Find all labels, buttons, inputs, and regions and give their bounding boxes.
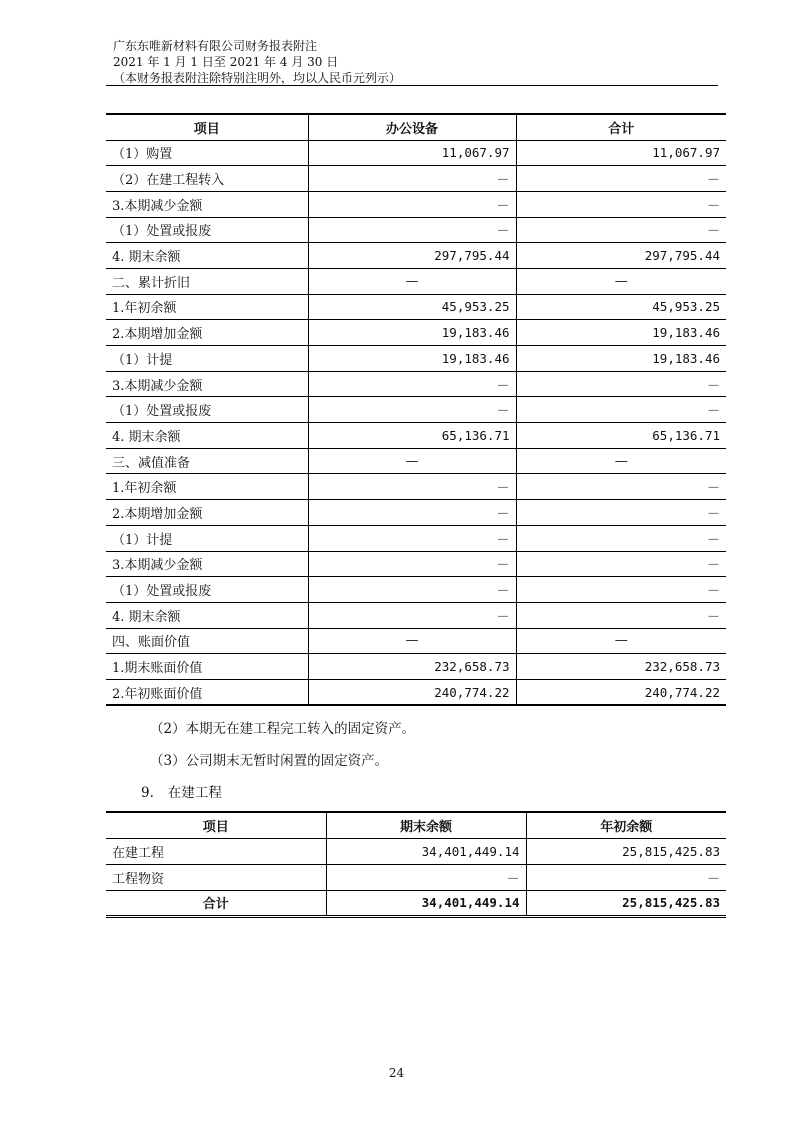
row-office-equipment: － xyxy=(308,525,516,551)
fixed-assets-table-body xyxy=(106,140,726,705)
table-row xyxy=(106,654,726,680)
header-company: 广东东唯新材料有限公司财务报表附注 xyxy=(113,39,318,53)
column-header-item: 项目 xyxy=(106,114,308,140)
table-row xyxy=(106,166,726,192)
header-note: （本财务报表附注除特别注明外，均以人民币元列示） xyxy=(113,71,402,85)
table-row xyxy=(106,474,726,500)
row-item: （2）在建工程转入 xyxy=(106,166,308,192)
row-office-equipment: — xyxy=(308,628,516,654)
row-total: － xyxy=(516,397,726,423)
total-begin-balance: 25,815,425.83 xyxy=(526,890,726,916)
column-header-begin-balance: 年初余额 xyxy=(526,812,726,838)
table-row xyxy=(106,628,726,654)
table-row xyxy=(106,448,726,474)
row-total: － xyxy=(516,474,726,500)
row-item: 2.本期增加金额 xyxy=(106,320,308,346)
table-row xyxy=(106,500,726,526)
row-item: 4. 期末余额 xyxy=(106,423,308,449)
row-office-equipment: － xyxy=(308,577,516,603)
section-title: 在建工程 xyxy=(167,785,222,801)
row-item: 1.年初余额 xyxy=(106,294,308,320)
row-item: （1）购置 xyxy=(106,140,308,166)
row-office-equipment: 297,795.44 xyxy=(308,243,516,269)
row-office-equipment: 240,774.22 xyxy=(308,679,516,705)
row-total: － xyxy=(516,577,726,603)
row-item: 4. 期末余额 xyxy=(106,243,308,269)
row-total: 297,795.44 xyxy=(516,243,726,269)
row-total: — xyxy=(516,628,726,654)
row-item: 工程物资 xyxy=(106,864,326,890)
row-total: － xyxy=(516,525,726,551)
row-begin-balance: 25,815,425.83 xyxy=(526,838,726,864)
column-header-office-equipment: 办公设备 xyxy=(308,114,516,140)
total-label: 合计 xyxy=(106,890,326,916)
table-header-row xyxy=(106,114,726,140)
table-row xyxy=(106,140,726,166)
table-row xyxy=(106,268,726,294)
row-item: （1）计提 xyxy=(106,525,308,551)
column-header-total: 合计 xyxy=(516,114,726,140)
row-total: － xyxy=(516,166,726,192)
row-office-equipment: － xyxy=(308,551,516,577)
row-total: － xyxy=(516,602,726,628)
total-end-balance: 34,401,449.14 xyxy=(326,890,526,916)
row-office-equipment: 232,658.73 xyxy=(308,654,516,680)
row-end-balance: 34,401,449.14 xyxy=(326,838,526,864)
row-item: 2.本期增加金额 xyxy=(106,500,308,526)
row-item: （1）处置或报废 xyxy=(106,217,308,243)
row-office-equipment: 19,183.46 xyxy=(308,346,516,372)
row-total: － xyxy=(516,191,726,217)
row-office-equipment: － xyxy=(308,371,516,397)
row-office-equipment: － xyxy=(308,602,516,628)
row-total: 19,183.46 xyxy=(516,320,726,346)
table-row xyxy=(106,346,726,372)
row-item: 在建工程 xyxy=(106,838,326,864)
row-item: 二、累计折旧 xyxy=(106,268,308,294)
row-item: 1.年初余额 xyxy=(106,474,308,500)
table-row xyxy=(106,423,726,449)
page-header xyxy=(113,38,718,86)
total-row xyxy=(106,890,726,916)
column-header-item: 项目 xyxy=(106,812,326,838)
note-item: （2）本期无在建工程完工转入的固定资产。 xyxy=(150,721,416,737)
row-item: （1）处置或报废 xyxy=(106,397,308,423)
row-total: － xyxy=(516,371,726,397)
row-total: － xyxy=(516,217,726,243)
table-row xyxy=(106,525,726,551)
row-office-equipment: 11,067.97 xyxy=(308,140,516,166)
page-number: 24 xyxy=(388,1066,405,1080)
row-total: 65,136.71 xyxy=(516,423,726,449)
fixed-assets-table xyxy=(106,113,726,706)
row-total: 232,658.73 xyxy=(516,654,726,680)
row-office-equipment: 65,136.71 xyxy=(308,423,516,449)
row-item: 2.年初账面价值 xyxy=(106,679,308,705)
table-row xyxy=(106,577,726,603)
construction-in-progress-table xyxy=(106,811,726,918)
row-item: 3.本期减少金额 xyxy=(106,371,308,397)
section-number: 9. xyxy=(141,785,154,801)
row-total: 240,774.22 xyxy=(516,679,726,705)
row-office-equipment: 19,183.46 xyxy=(308,320,516,346)
row-item: 1.期末账面价值 xyxy=(106,654,308,680)
row-item: 3.本期减少金额 xyxy=(106,551,308,577)
table-row xyxy=(106,217,726,243)
row-office-equipment: － xyxy=(308,397,516,423)
note-item: （3）公司期末无暂时闲置的固定资产。 xyxy=(150,753,389,769)
row-item: 3.本期减少金额 xyxy=(106,191,308,217)
row-office-equipment: － xyxy=(308,500,516,526)
row-office-equipment: 45,953.25 xyxy=(308,294,516,320)
table-row xyxy=(106,371,726,397)
row-end-balance: － xyxy=(326,864,526,890)
table-row xyxy=(106,243,726,269)
row-office-equipment: — xyxy=(308,268,516,294)
row-office-equipment: － xyxy=(308,217,516,243)
table-row xyxy=(106,551,726,577)
row-item: 三、减值准备 xyxy=(106,448,308,474)
row-item: （1）处置或报废 xyxy=(106,577,308,603)
row-total: 11,067.97 xyxy=(516,140,726,166)
table-row xyxy=(106,320,726,346)
table-row xyxy=(106,838,726,864)
row-office-equipment: － xyxy=(308,166,516,192)
header-period: 2021 年 1 月 1 日至 2021 年 4 月 30 日 xyxy=(113,55,339,69)
row-total: － xyxy=(516,551,726,577)
header-rule xyxy=(106,85,718,86)
row-total: － xyxy=(516,500,726,526)
row-item: 4. 期末余额 xyxy=(106,602,308,628)
table-header-row xyxy=(106,812,726,838)
row-begin-balance: － xyxy=(526,864,726,890)
table-row xyxy=(106,679,726,705)
row-office-equipment: － xyxy=(308,474,516,500)
section-heading xyxy=(141,782,222,804)
table-row xyxy=(106,191,726,217)
row-office-equipment: － xyxy=(308,191,516,217)
row-total: — xyxy=(516,268,726,294)
row-total: — xyxy=(516,448,726,474)
table-row xyxy=(106,602,726,628)
notes xyxy=(150,718,415,782)
row-item: （1）计提 xyxy=(106,346,308,372)
column-header-end-balance: 期末余额 xyxy=(326,812,526,838)
row-total: 19,183.46 xyxy=(516,346,726,372)
table-row xyxy=(106,864,726,890)
table-row xyxy=(106,294,726,320)
row-office-equipment: — xyxy=(308,448,516,474)
table-row xyxy=(106,397,726,423)
row-item: 四、账面价值 xyxy=(106,628,308,654)
row-total: 45,953.25 xyxy=(516,294,726,320)
